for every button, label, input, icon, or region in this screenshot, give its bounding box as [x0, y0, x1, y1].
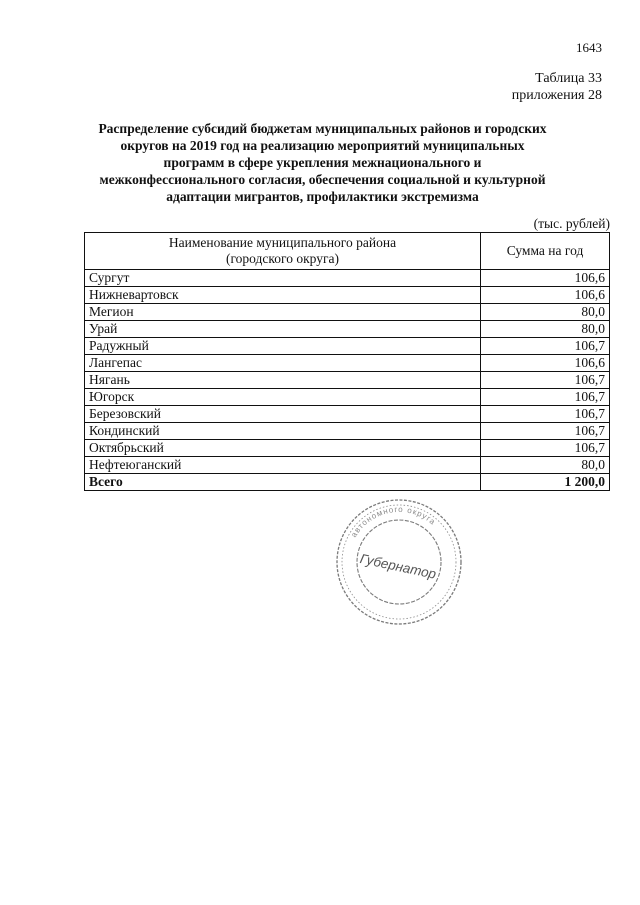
- appendix-number: приложения 28: [511, 88, 602, 103]
- header-amount: Сумма на год: [481, 233, 610, 270]
- table-row: [85, 389, 610, 406]
- annual-amount: 106,7: [481, 423, 610, 440]
- municipality-name: Радужный: [85, 338, 481, 355]
- annual-amount: 80,0: [481, 304, 610, 321]
- annual-amount: 106,6: [481, 270, 610, 287]
- municipality-name: Урай: [85, 321, 481, 338]
- stamp-ring-text: автономного округа: [349, 504, 438, 539]
- municipality-name: Нефтеюганский: [85, 457, 481, 474]
- municipality-name: Березовский: [85, 406, 481, 423]
- municipality-name: Октябрьский: [85, 440, 481, 457]
- table-reference: [512, 70, 602, 104]
- annual-amount: 106,7: [481, 372, 610, 389]
- annual-amount: 80,0: [481, 457, 610, 474]
- annual-amount: 106,6: [481, 355, 610, 372]
- total-row: [85, 474, 610, 491]
- page-number: 1643: [576, 40, 602, 55]
- table-row: [85, 287, 610, 304]
- municipality-name: Югорск: [85, 389, 481, 406]
- table-row: [85, 321, 610, 338]
- total-amount: 1 200,0: [481, 474, 610, 491]
- stamp-center-text: Губернатор: [358, 551, 438, 582]
- table-row: [85, 440, 610, 457]
- table-row: [85, 270, 610, 287]
- municipality-name: Кондинский: [85, 423, 481, 440]
- annual-amount: 106,6: [481, 287, 610, 304]
- annual-amount: 106,7: [481, 389, 610, 406]
- table-row: [85, 372, 610, 389]
- table-row: [85, 457, 610, 474]
- header-municipality-line1: Наименование муниципального района: [168, 235, 397, 250]
- annual-amount: 106,7: [481, 440, 610, 457]
- municipality-name: Нижневартовск: [85, 287, 481, 304]
- annual-amount: 106,7: [481, 406, 610, 423]
- municipality-name: Сургут: [85, 270, 481, 287]
- municipality-name: Лангепас: [85, 355, 481, 372]
- table-row: [85, 423, 610, 440]
- table-row: [85, 338, 610, 355]
- table-row: [85, 304, 610, 321]
- document-title: Распределение субсидий бюджетам муниципальных районов и городских округов на 2019 год на реализацию мероприятий муниципальных программ в сфере укрепления межнационального и межконфессионального согласия, обеспечения социальной и культурной адаптации мигрантов, профилактики экстремизма: [98, 121, 547, 204]
- total-label: Всего: [85, 474, 481, 491]
- governor-stamp: [334, 497, 464, 627]
- table-body: [85, 270, 610, 491]
- municipality-name: Нягань: [85, 372, 481, 389]
- table-row: [85, 406, 610, 423]
- municipality-name: Мегион: [85, 304, 481, 321]
- table-row: [85, 355, 610, 372]
- annual-amount: 106,7: [481, 338, 610, 355]
- header-municipality: [85, 233, 481, 270]
- unit-note: (тыс. рублей): [533, 216, 610, 231]
- annual-amount: 80,0: [481, 321, 610, 338]
- header-municipality-line2: (городского округа): [225, 251, 340, 266]
- subsidy-table: [84, 232, 610, 491]
- table-header-row: [85, 233, 610, 270]
- table-number: Таблица 33: [535, 71, 602, 86]
